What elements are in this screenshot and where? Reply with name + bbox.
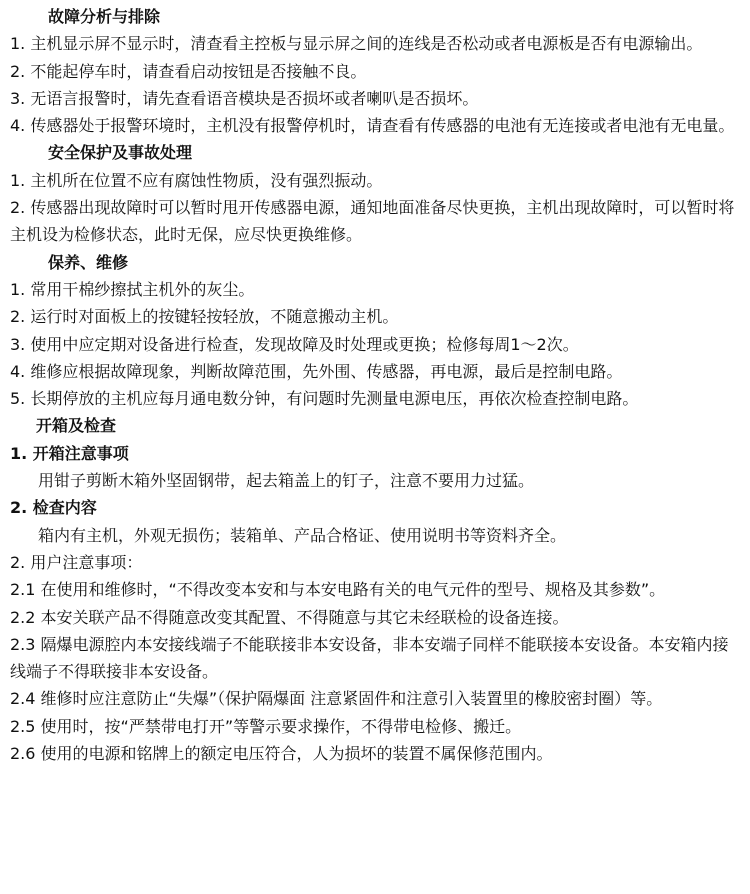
user-note-2-3: 2.3 隔爆电源腔内本安接线端子不能联接非本安设备，非本安端子同样不能联接本安设备。本安箱内接线端子不得联接非本安设备。 [10, 634, 729, 682]
user-note-2-4: 2.4 维修时应注意防止“失爆”（保护隔爆面 注意紧固件和注意引入装置里的橡胶密封圈）等。 [10, 689, 663, 709]
section-title-safety: 安全保护及事故处理 [48, 143, 193, 163]
unpacking-subtitle-3: 2. 用户注意事项： [10, 552, 143, 572]
unpacking-text-1: 用钳子剪断木箱外坚固钢带，起去箱盖上的钉子，注意不要用力过猛。 [38, 471, 535, 491]
section-title-maintenance: 保养、维修 [48, 252, 129, 272]
safety-item-1: 1. 主机所在位置不应有腐蚀性物质，没有强烈振动。 [10, 170, 383, 190]
maintenance-item-5: 5. 长期停放的主机应每月通电数分钟，有问题时先测量电源电压，再依次检查控制电路。 [10, 389, 639, 409]
safety-item-2: 2. 传感器出现故障时可以暂时甩开传感器电源，通知地面准备尽快更换，主机出现故障时，可以暂时将主机设为检修状态，此时无保，应尽快更换维修。 [10, 198, 735, 245]
user-note-2-6: 2.6 使用的电源和铭牌上的额定电压符合，人为损坏的装置不属保修范围内。 [10, 744, 553, 764]
unpacking-text-2: 箱内有主机，外观无损伤；装箱单、产品合格证、使用说明书等资料齐全。 [38, 525, 567, 545]
maintenance-item-4: 4. 维修应根据故障现象，判断故障范围，先外围、传感器，再电源，最后是控制电路。 [10, 361, 623, 381]
user-note-2-2: 2.2 本安关联产品不得随意改变其配置、不得随意与其它未经联检的设备连接。 [10, 607, 569, 627]
fault-item-3: 3. 无语言报警时，请先查看语音模块是否损坏或者喇叭是否损坏。 [10, 88, 479, 108]
section-title-fault: 故障分析与排除 [48, 7, 161, 26]
fault-item-2: 2. 不能起停车时，请查看启动按钮是否接触不良。 [10, 61, 367, 81]
maintenance-item-1: 1. 常用干棉纱擦拭主机外的灰尘。 [10, 279, 255, 299]
section-title-unpacking: 开箱及检查 [36, 416, 117, 436]
maintenance-item-3: 3. 使用中应定期对设备进行检查，发现故障及时处理或更换；检修每周1～2次。 [10, 334, 579, 354]
user-note-2-5: 2.5 使用时，按“严禁带电打开”等警示要求操作，不得带电检修、搬迁。 [10, 716, 522, 736]
unpacking-subtitle-1: 1. 开箱注意事项 [10, 443, 129, 463]
maintenance-item-2: 2. 运行时对面板上的按键轻按轻放，不随意搬动主机。 [10, 307, 399, 327]
fault-item-4: 4. 传感器处于报警环境时，主机没有报警停机时，请查看有传感器的电池有无连接或者电池有无电量。 [10, 116, 735, 136]
fault-item-1: 1. 主机显示屏不显示时，清查看主控板与显示屏之间的连线是否松动或者电源板是否有电源输出。 [10, 34, 703, 54]
user-note-2-1: 2.1 在使用和维修时，“不得改变本安和与本安电路有关的电气元件的型号、规格及其参数”。 [10, 580, 666, 600]
unpacking-subtitle-2: 2. 检查内容 [10, 498, 97, 518]
